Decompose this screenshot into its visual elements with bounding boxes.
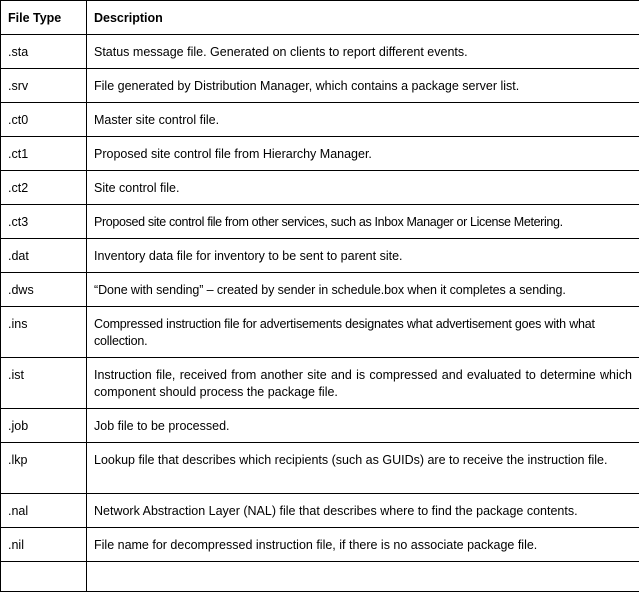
file-type-cell: .ct3 — [1, 205, 87, 239]
table-header-row — [1, 1, 639, 35]
table-row — [1, 443, 639, 494]
file-type-cell: .ct0 — [1, 103, 87, 137]
description-cell: Lookup file that describes which recipients (such as GUIDs) are to receive the instruction file. — [87, 443, 639, 494]
description-cell: File name for decompressed instruction file, if there is no associate package file. — [87, 528, 639, 562]
table-row — [1, 409, 639, 443]
file-type-cell: .ct2 — [1, 171, 87, 205]
table-row — [1, 35, 639, 69]
description-cell: Master site control file. — [87, 103, 639, 137]
table-row — [1, 273, 639, 307]
description-cell: Compressed instruction file for advertisements designates what advertisement goes with what collection. — [87, 307, 639, 358]
file-type-cell: .dws — [1, 273, 87, 307]
description-cell: Network Abstraction Layer (NAL) file that describes where to find the package contents. — [87, 494, 639, 528]
column-header-description: Description — [87, 1, 639, 35]
file-type-cell: .ist — [1, 358, 87, 409]
description-cell — [87, 562, 639, 592]
description-cell: Instruction file, received from another site and is compressed and evaluated to determine which component should process the package file. — [87, 358, 639, 409]
table-row — [1, 562, 639, 592]
table-row — [1, 103, 639, 137]
table-row — [1, 205, 639, 239]
file-type-cell: .ins — [1, 307, 87, 358]
description-cell: Proposed site control file from Hierarchy Manager. — [87, 137, 639, 171]
description-cell: “Done with sending” – created by sender in schedule.box when it completes a sending. — [87, 273, 639, 307]
description-cell: Proposed site control file from other services, such as Inbox Manager or License Metering. — [87, 205, 639, 239]
description-cell: Job file to be processed. — [87, 409, 639, 443]
table-row — [1, 137, 639, 171]
file-type-cell: .ct1 — [1, 137, 87, 171]
file-type-cell: .sta — [1, 35, 87, 69]
column-header-file-type: File Type — [1, 1, 87, 35]
file-type-cell: .nil — [1, 528, 87, 562]
description-cell: Site control file. — [87, 171, 639, 205]
description-cell: File generated by Distribution Manager, which contains a package server list. — [87, 69, 639, 103]
description-cell: Inventory data file for inventory to be sent to parent site. — [87, 239, 639, 273]
file-type-cell: .srv — [1, 69, 87, 103]
description-cell: Status message file. Generated on clients to report different events. — [87, 35, 639, 69]
file-type-cell: .nal — [1, 494, 87, 528]
table-row — [1, 69, 639, 103]
table-row — [1, 307, 639, 358]
file-type-cell: .lkp — [1, 443, 87, 494]
file-type-cell: .dat — [1, 239, 87, 273]
file-type-cell — [1, 562, 87, 592]
table-row — [1, 528, 639, 562]
table-row — [1, 171, 639, 205]
table-row — [1, 239, 639, 273]
table-row — [1, 358, 639, 409]
table-row — [1, 494, 639, 528]
file-type-cell: .job — [1, 409, 87, 443]
